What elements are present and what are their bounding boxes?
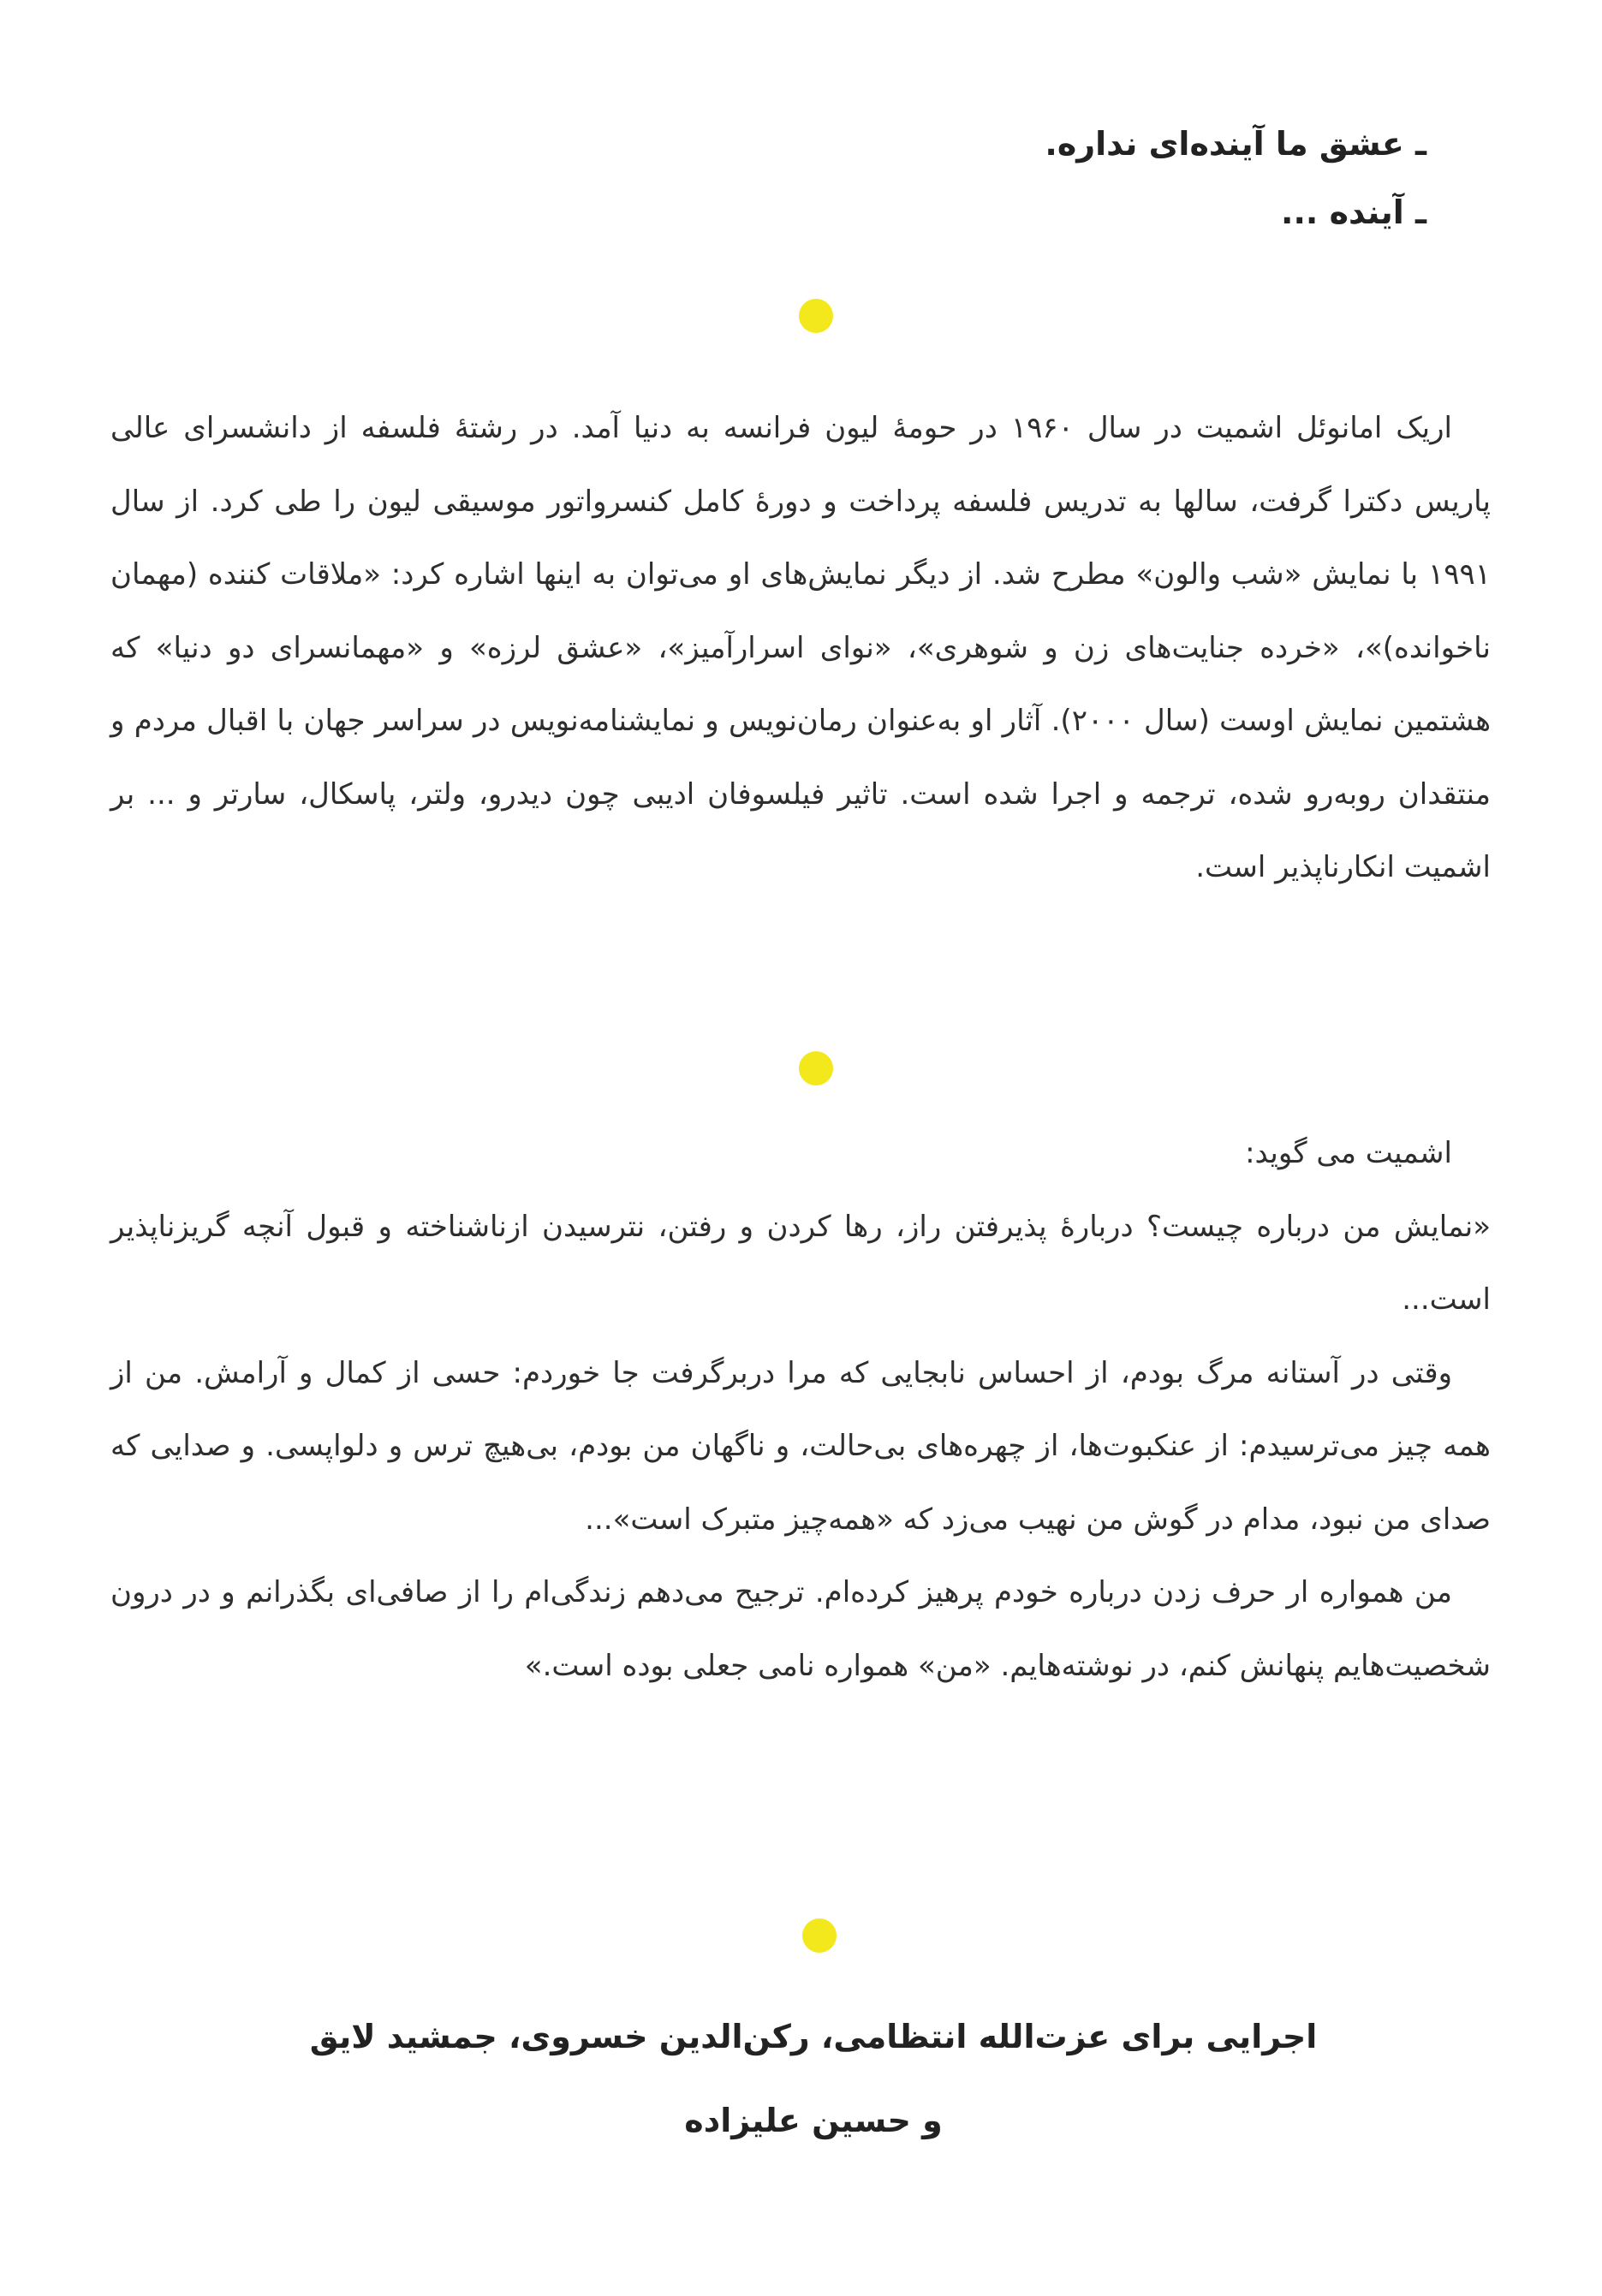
quote-paragraph: من همواره ار حرف زدن درباره خودم پرهیز کرده‌ام. ترجیح می‌دهم زندگی‌ام را از صافی‌ای بگذرانم و در درون شخصیت‌هایم پنهانش کنم، در نوشته‌هایم. «من» همواره نامی جعلی بوده است.»: [110, 1575, 1491, 1683]
quote-paragraph: وقتی در آستانه مرگ بودم، از احساس نابجایی که مرا دربرگرفت جا خوردم: حسی از کمال و آرامش. من از همه چیز می‌ترسیدم: از عنکبوت‌ها، از چهره‌های بی‌حالت، و ناگهان من بودم، بی‌هیچ ترس و دلواپسی. و صدایی که صدای من نبود، مدام در گوش من نهیب می‌زد که «همه‌چیز متبرک است»...: [110, 1355, 1491, 1537]
dialogue-block: [656, 110, 1426, 247]
yellow-dot-separator-3: [802, 1918, 837, 1953]
quote-intro: اشمیت می گوید:: [1245, 1136, 1452, 1170]
dedication-credits: [257, 1995, 1370, 2162]
dialogue-line: ـ عشق ما آینده‌ای نداره.: [1045, 125, 1426, 163]
credits-line: و حسین علیزاده: [684, 2102, 943, 2139]
yellow-dot-separator-1: [799, 299, 833, 333]
yellow-dot-separator-2: [799, 1051, 833, 1086]
dialogue-line: ـ آینده ...: [1281, 193, 1426, 231]
quote-paragraph: «نمایش من درباره چیست؟ دربارهٔ پذیرفتن راز، رها کردن و رفتن، نترسیدن ازناشناخته و قبول آنچه گریزناپذیر است...: [110, 1209, 1491, 1317]
credits-line: اجرایی برای عزت‌الله انتظامی، رکن‌الدین خسروی، جمشید لایق: [309, 2018, 1318, 2055]
author-bio-paragraph: [110, 392, 1491, 905]
quote-block: [110, 1117, 1491, 1703]
bio-text: اریک امانوئل اشمیت در سال ۱۹۶۰ در حومهٔ لیون فرانسه به دنیا آمد. در رشتهٔ فلسفه از دانشسرای عالی پاریس دکترا گرفت، سالها به تدریس فلسفه پرداخت و دورهٔ کامل کنسرواتور موسیقی لیون را طی کرد. از سال ۱۹۹۱ با نمایش «شب والون» مطرح شد. از دیگر نمایش‌های او می‌توان به اینها اشاره کرد: «ملاقات کننده (مهمان ناخوانده)»، «خرده جنایت‌های زن و شوهری»، «نوای اسرارآمیز»، «عشق لرزه» و «مهمانسرای دو دنیا» که هشتمین نمایش اوست (سال ۲۰۰۰). آثار او به‌عنوان رمان‌نویس و نمایشنامه‌نویس در سراسر جهان با اقبال مردم و منتقدان روبه‌رو شده، ترجمه و اجرا شده است. تاثیر فیلسوفان ادیبی چون دیدرو، ولتر، پاسکال، سارتر و ... بر اشمیت انکارناپذیر است.: [110, 411, 1491, 884]
